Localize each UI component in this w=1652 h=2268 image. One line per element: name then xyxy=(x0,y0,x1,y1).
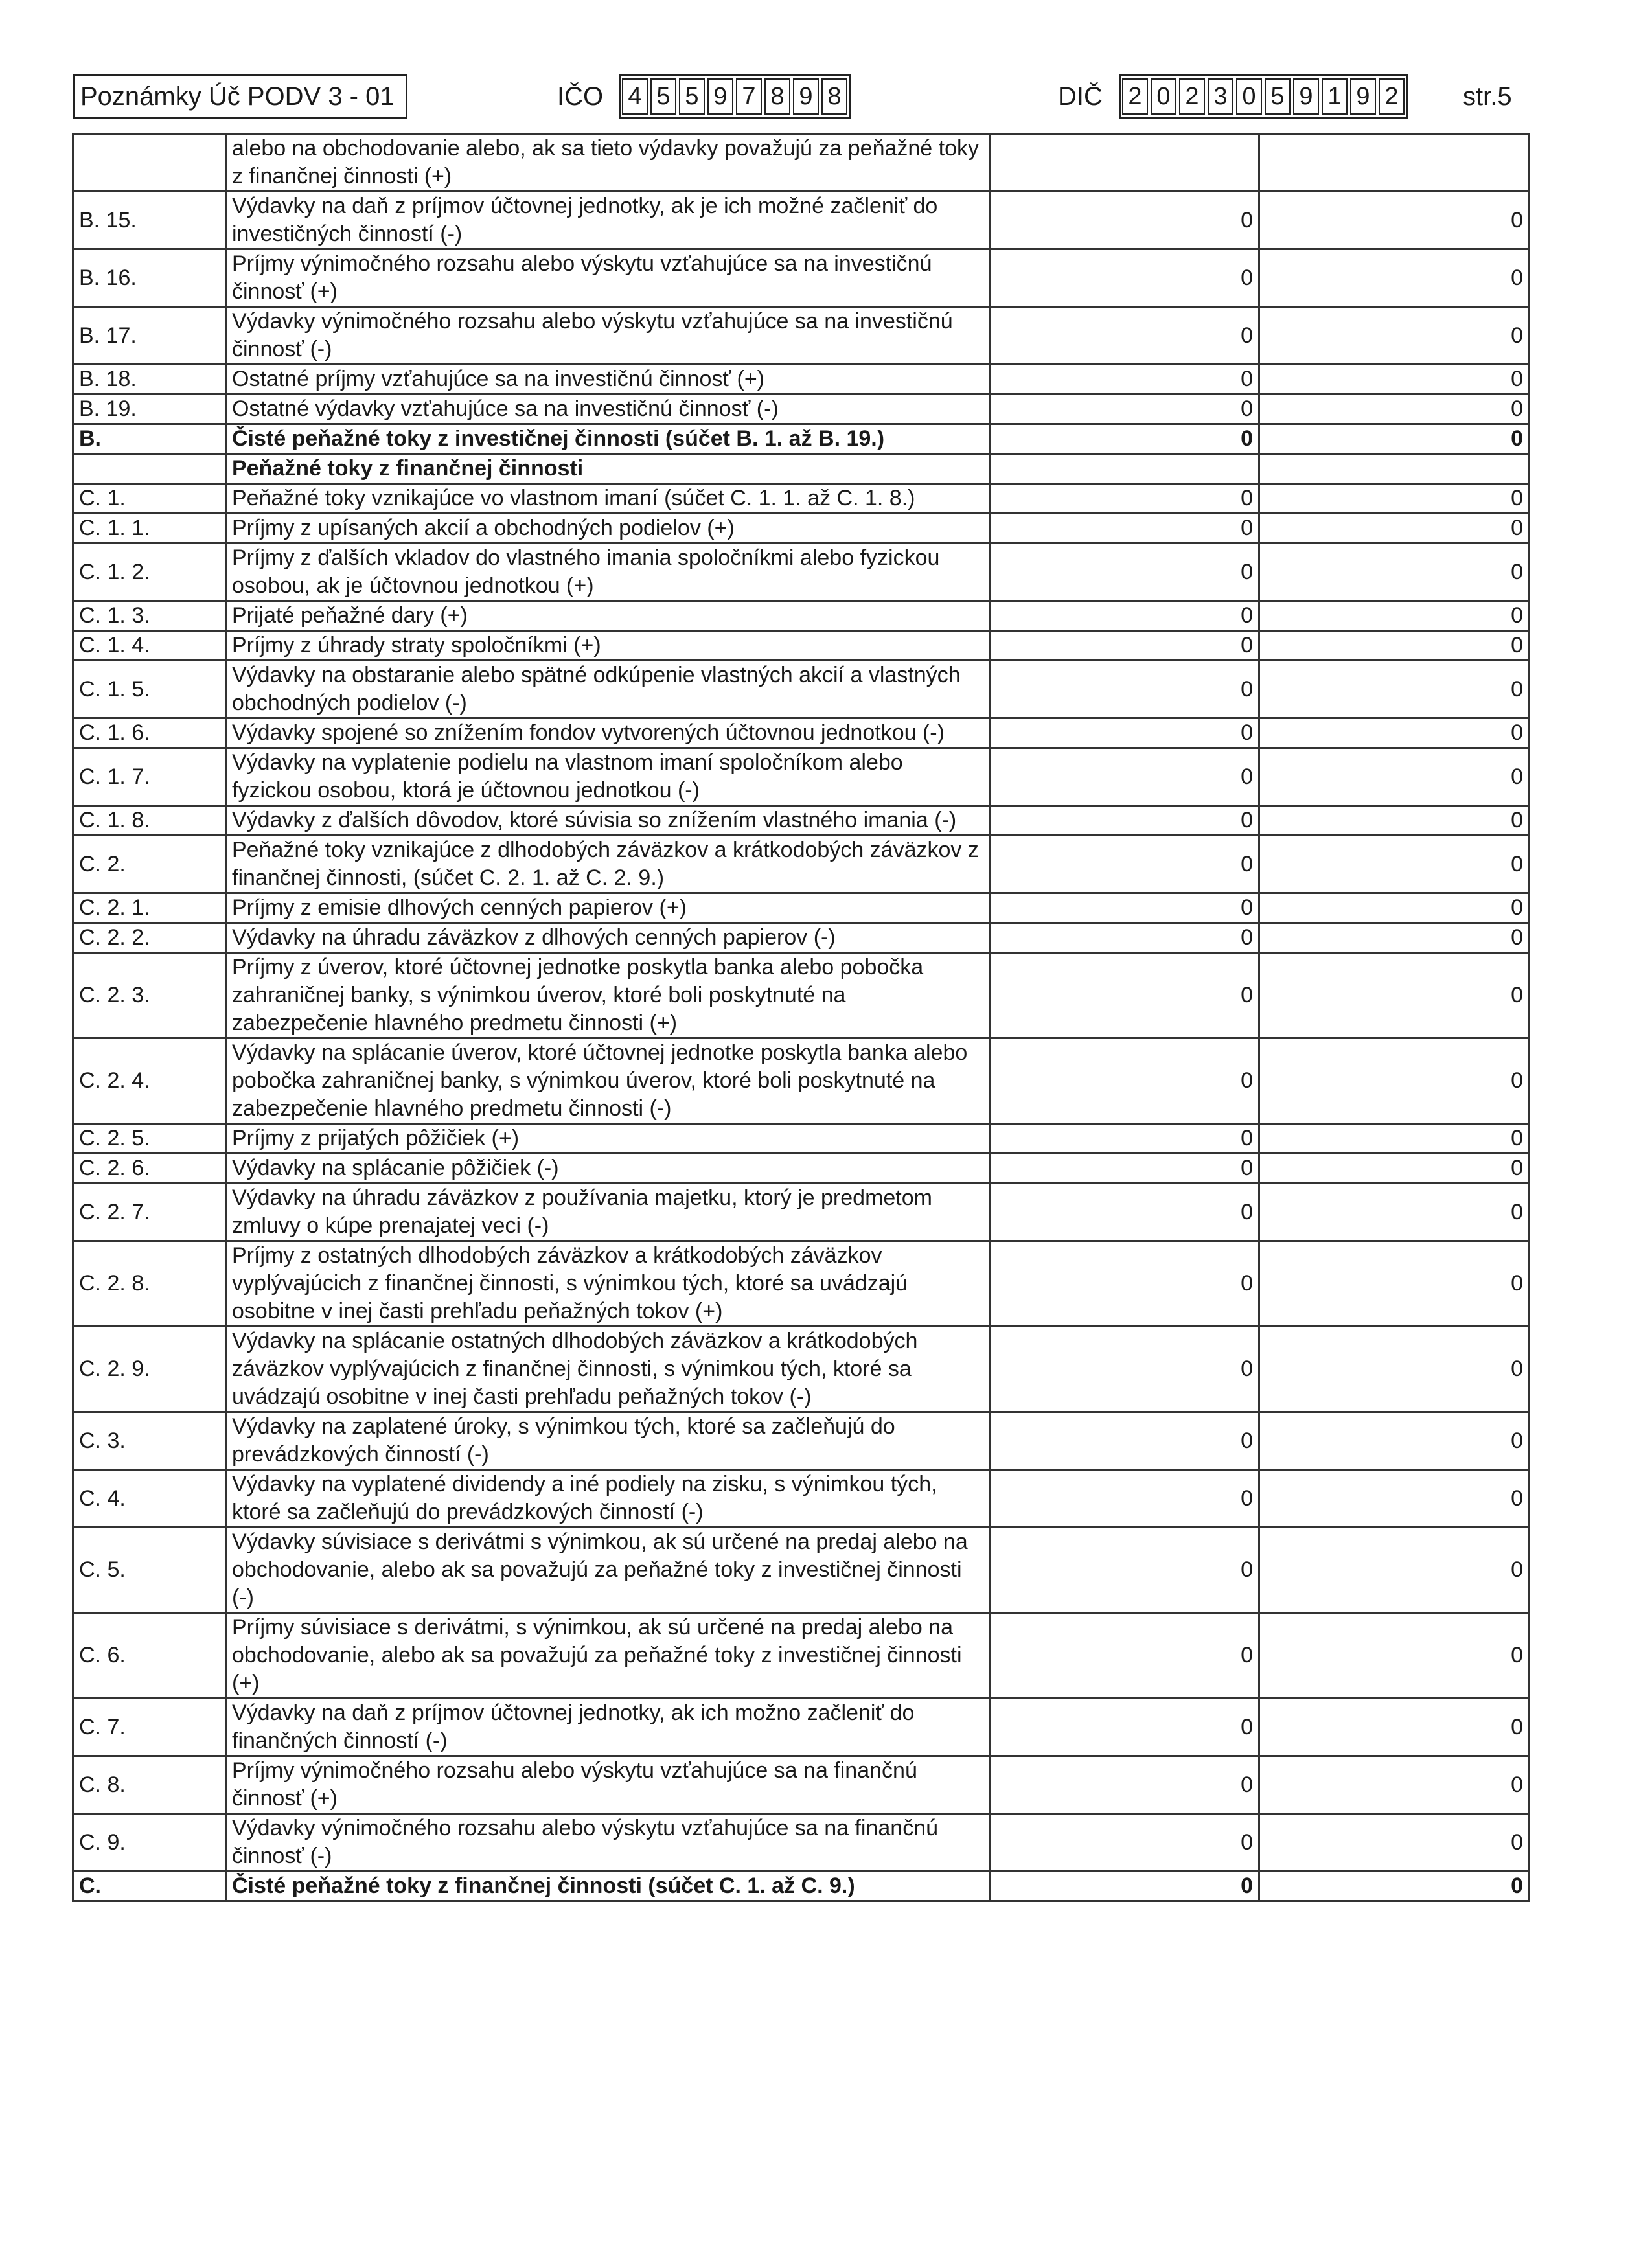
ico-digit: 5 xyxy=(650,78,676,115)
table-row xyxy=(73,1613,1530,1699)
table-row xyxy=(73,514,1530,544)
row-code: B. 15. xyxy=(73,192,226,249)
row-value-previous xyxy=(1259,134,1530,192)
row-code: B. xyxy=(73,424,226,454)
table-row xyxy=(73,836,1530,893)
row-description: Čisté peňažné toky z investičnej činnosti (súčet B. 1. až B. 19.) xyxy=(226,424,990,454)
row-value-previous: 0 xyxy=(1259,1470,1530,1528)
row-description: Výdavky na splácanie ostatných dlhodobých záväzkov a krátkodobých záväzkov vyplývajúcich z finančnej činnosti, s výnimkou tých, ktoré sa uvádzajú osobitne v inej časti prehľadu peňažných tokov (-) xyxy=(226,1327,990,1412)
row-value-previous: 0 xyxy=(1259,1412,1530,1470)
row-value-current: 0 xyxy=(990,631,1259,661)
row-value-previous: 0 xyxy=(1259,1038,1530,1124)
row-description: Výdavky na úhradu záväzkov z používania majetku, ktorý je predmetom zmluvy o kúpe prenajatej veci (-) xyxy=(226,1184,990,1241)
row-value-current: 0 xyxy=(990,923,1259,953)
dic-digit-box xyxy=(1119,74,1408,119)
row-code: C. 1. 8. xyxy=(73,806,226,836)
table-row xyxy=(73,893,1530,923)
table-row xyxy=(73,661,1530,718)
row-value-current: 0 xyxy=(990,192,1259,249)
row-description: Čisté peňažné toky z finančnej činnosti (súčet C. 1. až C. 9.) xyxy=(226,1872,990,1901)
row-value-current: 0 xyxy=(990,1327,1259,1412)
ico-digit: 9 xyxy=(707,78,733,115)
row-code: B. 18. xyxy=(73,365,226,395)
table-row xyxy=(73,192,1530,249)
table-row xyxy=(73,1470,1530,1528)
row-value-current: 0 xyxy=(990,424,1259,454)
ico-digit: 8 xyxy=(764,78,790,115)
row-code: C. 9. xyxy=(73,1814,226,1872)
table-row xyxy=(73,1154,1530,1184)
row-description: Príjmy z prijatých pôžičiek (+) xyxy=(226,1124,990,1154)
row-code: C. 2. 7. xyxy=(73,1184,226,1241)
row-value-previous: 0 xyxy=(1259,1699,1530,1756)
ico-digit: 7 xyxy=(736,78,762,115)
row-value-current: 0 xyxy=(990,1699,1259,1756)
row-code: C. 1. 6. xyxy=(73,718,226,748)
table-row xyxy=(73,1756,1530,1814)
row-description: Výdavky na obstaranie alebo spätné odkúpenie vlastných akcií a vlastných obchodných podielov (-) xyxy=(226,661,990,718)
row-value-previous: 0 xyxy=(1259,923,1530,953)
row-description: Výdavky na splácanie pôžičiek (-) xyxy=(226,1154,990,1184)
row-description: Prijaté peňažné dary (+) xyxy=(226,601,990,631)
row-value-current: 0 xyxy=(990,1613,1259,1699)
row-code: C. 5. xyxy=(73,1528,226,1613)
row-description: Výdavky na zaplatené úroky, s výnimkou tých, ktoré sa začleňujú do prevádzkových činností (-) xyxy=(226,1412,990,1470)
ico-digit: 4 xyxy=(622,78,648,115)
row-code: C. 2. 9. xyxy=(73,1327,226,1412)
row-description: Príjmy z emisie dlhových cenných papierov (+) xyxy=(226,893,990,923)
row-value-current: 0 xyxy=(990,365,1259,395)
row-description: Výdavky z ďalších dôvodov, ktoré súvisia so znížením vlastného imania (-) xyxy=(226,806,990,836)
row-code: C. 2. 5. xyxy=(73,1124,226,1154)
table-row xyxy=(73,424,1530,454)
row-description: Výdavky výnimočného rozsahu alebo výskytu vzťahujúce sa na finančnú činnosť (-) xyxy=(226,1814,990,1872)
ico-digit: 8 xyxy=(821,78,847,115)
row-value-current: 0 xyxy=(990,1814,1259,1872)
row-description: Výdavky na vyplatené dividendy a iné podiely na zisku, s výnimkou tých, ktoré sa začleňujú do prevádzkových činností (-) xyxy=(226,1470,990,1528)
dic-digit: 9 xyxy=(1350,78,1376,115)
table-row xyxy=(73,395,1530,424)
row-value-previous: 0 xyxy=(1259,1872,1530,1901)
row-value-current: 0 xyxy=(990,661,1259,718)
row-value-previous: 0 xyxy=(1259,1814,1530,1872)
table-row xyxy=(73,1814,1530,1872)
row-value-previous: 0 xyxy=(1259,424,1530,454)
row-value-current: 0 xyxy=(990,1154,1259,1184)
ico-label: IČO xyxy=(557,82,604,111)
row-value-current: 0 xyxy=(990,1412,1259,1470)
row-code: C. 2. 8. xyxy=(73,1241,226,1327)
row-value-previous: 0 xyxy=(1259,953,1530,1038)
row-code: C. xyxy=(73,1872,226,1901)
row-code: C. 7. xyxy=(73,1699,226,1756)
row-code: C. 2. 4. xyxy=(73,1038,226,1124)
ico-digit: 5 xyxy=(679,78,705,115)
table-row xyxy=(73,1327,1530,1412)
row-description: Výdavky na splácanie úverov, ktoré účtovnej jednotke poskytla banka alebo pobočka zahraničnej banky, s výnimkou úverov, ktoré boli poskytnuté na zabezpečenie hlavného predmetu činnosti (-) xyxy=(226,1038,990,1124)
row-value-current: 0 xyxy=(990,1470,1259,1528)
row-description: Príjmy z ďalších vkladov do vlastného imania spoločníkmi alebo fyzickou osobou, ak je účtovnou jednotkou (+) xyxy=(226,544,990,601)
row-value-current: 0 xyxy=(990,395,1259,424)
row-value-previous: 0 xyxy=(1259,1756,1530,1814)
table-row xyxy=(73,923,1530,953)
table-row xyxy=(73,953,1530,1038)
table-row xyxy=(73,1184,1530,1241)
row-value-current: 0 xyxy=(990,893,1259,923)
row-code: C. 1. 7. xyxy=(73,748,226,806)
dic-digit: 0 xyxy=(1236,78,1262,115)
row-value-previous: 0 xyxy=(1259,1241,1530,1327)
table-row xyxy=(73,748,1530,806)
row-code xyxy=(73,454,226,484)
dic-digit: 1 xyxy=(1322,78,1348,115)
row-value-previous: 0 xyxy=(1259,836,1530,893)
table-row xyxy=(73,1038,1530,1124)
row-value-current: 0 xyxy=(990,1184,1259,1241)
row-value-current: 0 xyxy=(990,748,1259,806)
table-row xyxy=(73,806,1530,836)
row-value-current: 0 xyxy=(990,953,1259,1038)
row-description: Výdavky na daň z príjmov účtovnej jednotky, ak ich možno začleniť do finančných činností (-) xyxy=(226,1699,990,1756)
table-row xyxy=(73,631,1530,661)
table-row xyxy=(73,365,1530,395)
row-description: Výdavky na úhradu záväzkov z dlhových cenných papierov (-) xyxy=(226,923,990,953)
table-row xyxy=(73,1124,1530,1154)
row-description: alebo na obchodovanie alebo, ak sa tieto výdavky považujú za peňažné toky z finančnej činnosti (+) xyxy=(226,134,990,192)
row-value-current: 0 xyxy=(990,249,1259,307)
dic-digit: 2 xyxy=(1379,78,1405,115)
row-value-current: 0 xyxy=(990,836,1259,893)
dic-digit: 9 xyxy=(1293,78,1319,115)
row-value-previous: 0 xyxy=(1259,1184,1530,1241)
row-value-current xyxy=(990,454,1259,484)
row-code: C. 6. xyxy=(73,1613,226,1699)
dic-digit: 3 xyxy=(1208,78,1233,115)
row-code: B. 16. xyxy=(73,249,226,307)
row-value-previous: 0 xyxy=(1259,661,1530,718)
row-value-previous: 0 xyxy=(1259,484,1530,514)
row-code: C. 1. 3. xyxy=(73,601,226,631)
row-value-previous: 0 xyxy=(1259,601,1530,631)
row-description: Príjmy výnimočného rozsahu alebo výskytu vzťahujúce sa na finančnú činnosť (+) xyxy=(226,1756,990,1814)
row-description: Príjmy z ostatných dlhodobých záväzkov a krátkodobých záväzkov vyplývajúcich z finančnej činnosti, s výnimkou tých, ktoré sa uvádzajú osobitne v inej časti prehľadu peňažných tokov (+) xyxy=(226,1241,990,1327)
row-value-previous: 0 xyxy=(1259,1154,1530,1184)
table-row xyxy=(73,1241,1530,1327)
row-description: Peňažné toky vznikajúce vo vlastnom imaní (súčet C. 1. 1. až C. 1. 8.) xyxy=(226,484,990,514)
row-value-previous: 0 xyxy=(1259,806,1530,836)
table-row xyxy=(73,1872,1530,1901)
row-value-current: 0 xyxy=(990,307,1259,365)
cash-flow-table xyxy=(72,133,1530,1902)
row-value-current: 0 xyxy=(990,544,1259,601)
row-code: C. 1. xyxy=(73,484,226,514)
row-value-current: 0 xyxy=(990,1038,1259,1124)
row-description: Príjmy súvisiace s derivátmi, s výnimkou, ak sú určené na predaj alebo na obchodovanie, alebo ak sa považujú za peňažné toky z investičnej činnosti (+) xyxy=(226,1613,990,1699)
row-description: Príjmy z upísaných akcií a obchodných podielov (+) xyxy=(226,514,990,544)
table-row xyxy=(73,544,1530,601)
row-code: C. 3. xyxy=(73,1412,226,1470)
row-description: Ostatné príjmy vzťahujúce sa na investičnú činnosť (+) xyxy=(226,365,990,395)
row-code: B. 19. xyxy=(73,395,226,424)
row-code: C. 2. 1. xyxy=(73,893,226,923)
row-description: Peňažné toky z finančnej činnosti xyxy=(226,454,990,484)
row-value-previous: 0 xyxy=(1259,1613,1530,1699)
row-code: C. 2. 3. xyxy=(73,953,226,1038)
row-code: C. 1. 2. xyxy=(73,544,226,601)
row-value-current: 0 xyxy=(990,1124,1259,1154)
row-value-previous: 0 xyxy=(1259,395,1530,424)
row-description: Peňažné toky vznikajúce z dlhodobých záväzkov a krátkodobých záväzkov z finančnej činnosti, (súčet C. 2. 1. až C. 2. 9.) xyxy=(226,836,990,893)
row-code: C. 1. 4. xyxy=(73,631,226,661)
row-value-previous: 0 xyxy=(1259,514,1530,544)
row-value-current: 0 xyxy=(990,601,1259,631)
row-code: B. 17. xyxy=(73,307,226,365)
row-value-previous: 0 xyxy=(1259,631,1530,661)
row-description: Výdavky na daň z príjmov účtovnej jednotky, ak je ich možné začleniť do investičných činností (-) xyxy=(226,192,990,249)
row-value-current: 0 xyxy=(990,1241,1259,1327)
row-code: C. 8. xyxy=(73,1756,226,1814)
row-description: Príjmy výnimočného rozsahu alebo výskytu vzťahujúce sa na investičnú činnosť (+) xyxy=(226,249,990,307)
table-row xyxy=(73,134,1530,192)
dic-digit: 2 xyxy=(1122,78,1148,115)
row-code: C. 1. 5. xyxy=(73,661,226,718)
dic-label: DIČ xyxy=(1058,82,1103,111)
page-number: str.5 xyxy=(1463,82,1512,111)
dic-digit: 5 xyxy=(1265,78,1291,115)
row-value-current: 0 xyxy=(990,514,1259,544)
dic-digit: 0 xyxy=(1151,78,1176,115)
row-value-current: 0 xyxy=(990,484,1259,514)
row-value-previous: 0 xyxy=(1259,544,1530,601)
dic-digit: 2 xyxy=(1179,78,1205,115)
row-value-previous: 0 xyxy=(1259,1327,1530,1412)
ico-digit: 9 xyxy=(793,78,819,115)
table-row xyxy=(73,1412,1530,1470)
row-value-previous: 0 xyxy=(1259,893,1530,923)
row-value-previous: 0 xyxy=(1259,1124,1530,1154)
row-code: C. 2. 2. xyxy=(73,923,226,953)
row-value-previous: 0 xyxy=(1259,249,1530,307)
row-value-previous: 0 xyxy=(1259,365,1530,395)
row-code xyxy=(73,134,226,192)
row-value-previous: 0 xyxy=(1259,1528,1530,1613)
row-value-previous xyxy=(1259,454,1530,484)
table-row xyxy=(73,484,1530,514)
table-row xyxy=(73,1699,1530,1756)
row-value-previous: 0 xyxy=(1259,748,1530,806)
row-value-current: 0 xyxy=(990,1756,1259,1814)
table-row xyxy=(73,601,1530,631)
row-description: Výdavky výnimočného rozsahu alebo výskytu vzťahujúce sa na investičnú činnosť (-) xyxy=(226,307,990,365)
row-value-current xyxy=(990,134,1259,192)
row-description: Príjmy z úhrady straty spoločníkmi (+) xyxy=(226,631,990,661)
table-row xyxy=(73,454,1530,484)
row-description: Výdavky spojené so znížením fondov vytvorených účtovnou jednotkou (-) xyxy=(226,718,990,748)
table-row xyxy=(73,249,1530,307)
row-value-previous: 0 xyxy=(1259,307,1530,365)
table-row xyxy=(73,307,1530,365)
row-value-current: 0 xyxy=(990,1872,1259,1901)
row-code: C. 1. 1. xyxy=(73,514,226,544)
row-value-previous: 0 xyxy=(1259,192,1530,249)
table-row xyxy=(73,718,1530,748)
row-description: Výdavky súvisiace s derivátmi s výnimkou, ak sú určené na predaj alebo na obchodovanie, alebo ak sa považujú za peňažné toky z investičnej činnosti (-) xyxy=(226,1528,990,1613)
row-description: Ostatné výdavky vzťahujúce sa na investičnú činnosť (-) xyxy=(226,395,990,424)
row-description: Príjmy z úverov, ktoré účtovnej jednotke poskytla banka alebo pobočka zahraničnej banky, s výnimkou úverov, ktoré boli poskytnuté na zabezpečenie hlavného predmetu činnosti (+) xyxy=(226,953,990,1038)
table-row xyxy=(73,1528,1530,1613)
row-code: C. 2. xyxy=(73,836,226,893)
ico-digit-box xyxy=(619,74,851,119)
row-value-current: 0 xyxy=(990,1528,1259,1613)
row-code: C. 2. 6. xyxy=(73,1154,226,1184)
row-value-previous: 0 xyxy=(1259,718,1530,748)
row-value-current: 0 xyxy=(990,806,1259,836)
row-code: C. 4. xyxy=(73,1470,226,1528)
row-description: Výdavky na vyplatenie podielu na vlastnom imaní spoločníkom alebo fyzickou osobou, ktorá je účtovnou jednotkou (-) xyxy=(226,748,990,806)
row-value-current: 0 xyxy=(990,718,1259,748)
form-title: Poznámky Úč PODV 3 - 01 xyxy=(73,74,407,119)
